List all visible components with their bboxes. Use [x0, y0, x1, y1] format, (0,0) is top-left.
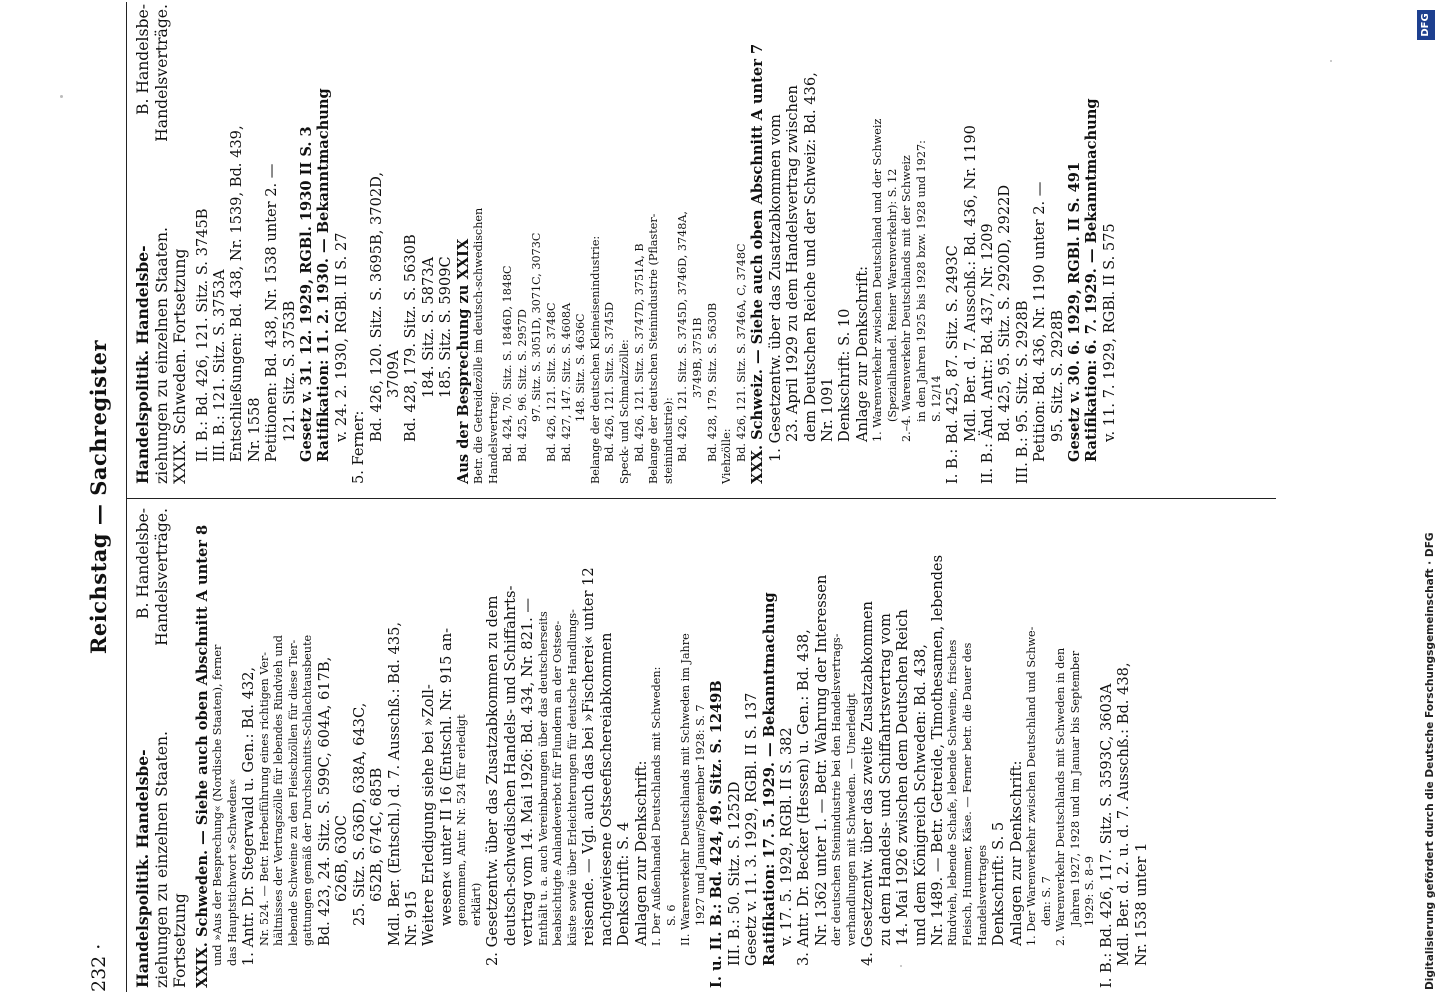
index-entry-line: Bd. 426, 121. Sitz. S. 3746A, C, 3748C — [734, 243, 748, 462]
index-entry-line: Enthält u. a. auch Vereinbarungen über das deutscherseits — [536, 611, 550, 946]
index-entry-line: 121. Sitz. S. 3753B — [280, 300, 298, 442]
index-entry-line: Mdl. Ber. (Entschl.) d. 7. Ausschß.: Bd. 435, — [385, 621, 403, 946]
index-entry-line: 626B, 630C — [333, 815, 351, 902]
index-entry-line: Ratifikation: 17. 5. 1929. — Bekanntmachung — [760, 592, 778, 966]
index-entry-line: Gesetz v. 30. 6. 1929, RGBl. II S. 491 — [1065, 161, 1083, 462]
index-entry-line: (Spezialhandel. Reiner Warenverkehr): S. 12 — [885, 168, 899, 422]
index-entry-line: 1. Warenverkehr zwischen Deutschland und der Schweiz — [871, 118, 885, 442]
column-divider — [126, 498, 1276, 499]
index-entry-line: 1. Der Warenverkehr zwischen Deutschland und Schwe- — [1024, 626, 1038, 946]
index-entry-line: 25. Sitz. S. 636D, 638A, 643C, — [350, 702, 368, 926]
side-credit-strip — [1419, 12, 1441, 992]
index-entry-line: gattungen gemäß der Durchschnitts-Schlachtausbeute — [301, 634, 315, 946]
rotated-page — [82, 2, 1302, 992]
index-entry-line: Nr. 1489. — Betr. Getreide, Timothesamen, lebendes — [928, 554, 946, 946]
dfg-logo-text: DFG — [1420, 13, 1431, 37]
index-entry-line: Bd. 423, 24. Sitz. S. 599C, 604A, 617B, — [315, 656, 333, 946]
heading-line: ziehungen zu einzelnen Staaten. — [152, 227, 171, 484]
heading-line: Handelspolitik. Handelsbe- — [133, 749, 152, 988]
index-entry-line: Anlagen zur Denkschrift: — [1007, 760, 1025, 946]
index-entry-line: 23. April 1929 zu dem Handelsvertrag zwischen — [784, 85, 802, 442]
index-entry-line: I. u. II. B.: Bd. 424, 49. Sitz. S. 1249B — [708, 680, 726, 988]
left-column-heading — [134, 508, 190, 988]
index-entry-line: Bd. 426, 121. Sitz. S. 3748C — [544, 302, 558, 462]
index-entry-line: Nr. 915 — [402, 890, 420, 946]
heading-right-line: Handelsverträge. — [152, 508, 171, 646]
index-entry-line: 3. Antr. Dr. Becker (Hessen) u. Gen.: Bd. 438, — [795, 629, 813, 966]
index-entry-line: XXIX. Schweden. — Siehe auch oben Abschnitt A unter 8 — [193, 524, 211, 988]
index-entry-line: XXX. Schweiz. — Siehe auch oben Abschnitt A unter 7 — [749, 43, 767, 484]
index-entry-line: 4. Gesetzentw. über das zweite Zusatzabkommen — [859, 601, 877, 966]
index-entry-line: Gesetz v. 11. 3. 1929, RGBl. II S. 137 — [743, 692, 761, 966]
heading-right-line: B. Handelsbe- — [134, 4, 152, 115]
index-entry-line: v. 17. 5. 1929, RGBl. II S. 382 — [777, 727, 795, 946]
page-number: 232 · — [88, 943, 110, 992]
index-entry-line: Bd. 428, 179. Sitz. S. 5630B — [402, 234, 420, 442]
index-entry-line: Ratifikation: 6. 7. 1929. — Bekanntmachung — [1083, 98, 1101, 462]
index-entry-line: Denkschrift: S. 5 — [990, 821, 1008, 946]
index-entry-line: 2. Warenverkehr Deutschlands mit Schweden in den — [1054, 647, 1068, 946]
index-entry-line: Bd. 427, 147. Sitz. S. 4608A — [559, 302, 573, 462]
index-entry-line: S. 6 — [664, 904, 678, 926]
right-entries — [194, 4, 1119, 484]
index-entry-line: Nr. 1091 — [818, 377, 836, 442]
index-entry-line: erklärt) — [469, 882, 483, 926]
index-entry-line: in den Jahren 1925 bis 1928 bzw. 1928 und 1927: — [914, 140, 928, 422]
index-entry-line: III. B.: 95. Sitz. S. 2928B — [1013, 300, 1031, 484]
heading-right-line: B. Handelsbe- — [134, 508, 152, 619]
index-entry-line: 148. Sitz. S. 4636C — [574, 313, 588, 422]
index-entry-line: Petitionen: Bd. 438, Nr. 1538 unter 2. — — [263, 163, 281, 462]
index-entry-line: den: S. 7 — [1039, 876, 1053, 926]
index-entry-line: Anlagen zur Denkschrift: — [632, 760, 650, 946]
index-entry-line: 2. Gesetzentw. über das Zusatzabkommen zu dem — [484, 595, 502, 966]
index-entry-line: II. Warenverkehr Deutschlands mit Schweden im Jahre — [679, 633, 693, 946]
index-entry-line: I. Der Außenhandel Deutschlands mit Schweden: — [649, 666, 663, 946]
index-entry-line: Bd. 426, 121. Sitz. S. 3747D, 3751A, B — [632, 243, 646, 462]
index-entry-line: Ratifikation: 11. 2. 1930. — Bekanntmachung — [315, 88, 333, 462]
page-header — [82, 2, 122, 992]
index-entry-line: und »Aus der Besprechung« (Nordische Staaten), ferner — [210, 644, 224, 966]
index-entry-line: III. B.: 50. Sitz. S. 1252D — [725, 781, 743, 966]
index-entry-line: 95. Sitz. S. 2928B — [1048, 310, 1066, 442]
index-entry-line: Bd. 426, 121. Sitz. S. 3745D — [603, 302, 617, 462]
index-entry-line: Bd. 426, 120. Sitz. S. 3695B, 3702D, — [367, 172, 385, 442]
index-entry-line: 185. Sitz. S. 5909C — [437, 256, 455, 398]
index-entry-line: 1929: S. 8–9 — [1083, 855, 1097, 926]
index-entry-line: deutsch-schwedischen Handels- und Schiffahrts- — [501, 585, 519, 946]
index-entry-line: reisende. — Vgl. auch das bei »Fischerei« unter 12 — [580, 567, 598, 946]
index-entry-line: S. 12/14 — [929, 375, 943, 422]
index-entry-line: I. B.: Bd. 425, 87. Sitz. S. 2493C — [944, 245, 962, 484]
index-entry-line: Belange der deutschen Steinindustrie (Pflaster- — [647, 213, 661, 484]
index-entry-line: genommen, Antr. Nr. 524 für erledigt — [455, 714, 469, 926]
index-entry-line: zu dem Handels- und Schiffahrtsvertrag vom — [876, 613, 894, 946]
index-entry-line: II. B.: Änd. Antr.: Bd. 437, Nr. 1209 — [978, 223, 996, 484]
index-entry-line: 97. Sitz. S. 3051D, 3071C, 3073C — [530, 232, 544, 422]
index-entry-line: steinindustrie): — [661, 397, 675, 484]
index-entry-line: Anlage zur Denkschrift: — [853, 265, 871, 442]
dfg-credit: Digitalisierung gefördert durch die Deutsche Forschungsgemeinschaft · DFG — [1424, 532, 1436, 990]
dfg-logo — [1417, 10, 1435, 40]
index-entry-line: küste sowie über Erleichterungen für deutsche Handlungs- — [565, 609, 579, 946]
index-entry-line: Nr. 524. — Betr. Herbeiführung eines richtigen Ver- — [257, 651, 271, 946]
index-entry-line: 3709A — [384, 350, 402, 398]
index-entry-line: Gesetz v. 31. 12. 1929, RGBl. 1930 II S. 3 — [297, 126, 315, 462]
left-column — [134, 508, 1150, 988]
index-entry-line: Aus der Besprechung zu XXIX — [454, 238, 472, 484]
index-entry-line: Bd. 425, 95. Sitz. S. 2920D, 2922D — [996, 184, 1014, 442]
index-entry-line: Bd. 428, 179. Sitz. S. 5630B — [705, 302, 719, 462]
index-entry-line: v. 11. 7. 1929, RGBl. II S. 575 — [1100, 223, 1118, 442]
index-entry-line: hältnisses der Vertragszölle für lebendes Rindvieh und — [272, 635, 286, 946]
index-entry-line: Viehzölle: — [720, 428, 734, 484]
index-entry-line: der deutschen Steinindustrie bei den Handelsvertrags- — [830, 633, 844, 946]
index-entry-line: 14. Mai 1926 zwischen dem Deutschen Reich — [894, 609, 912, 946]
index-entry-line: beabsichtigte Anlandeverbot für Flundern an der Ostsee- — [551, 620, 565, 946]
index-entry-line: Petition: Bd. 436, Nr. 1190 unter 2. — — [1031, 181, 1049, 462]
running-title: Reichstag — Sachregister — [86, 339, 111, 655]
heading-line: ziehungen zu einzelnen Staaten. — [152, 731, 171, 988]
index-entry-line: Nr. 1538 unter 1 — [1132, 842, 1150, 966]
index-entry-line: 1927 und Januar/September 1928: S. 7 — [693, 704, 707, 926]
index-entry-line: dem Deutschen Reiche und der Schweiz: Bd. 436, — [801, 72, 819, 442]
left-entries — [194, 508, 1151, 988]
index-entry-line: 2.–4. Warenverkehr Deutschlands mit der Schweiz — [900, 155, 914, 442]
index-entry-line: Bd. 425, 96. Sitz. S. 2957D — [515, 309, 529, 462]
index-entry-line: 1. Antr. Dr. Stegerwald u. Gen.: Bd. 432, — [240, 666, 258, 966]
index-entry-line: lebende Schweine zu den Fleischzöllen für diese Tier- — [286, 639, 300, 946]
heading-line: Handelspolitik. Handelsbe- — [133, 245, 152, 484]
index-entry-line: II. B.: Bd. 426, 121. Sitz. S. 3745B — [193, 208, 211, 462]
index-entry-line: Weitere Erledigung siehe bei »Zoll- — [420, 684, 438, 946]
index-entry-line: 652B, 674C, 685B — [368, 767, 386, 902]
index-entry-line: Betr. die Getreidezölle im deutsch-schwedischen — [472, 207, 485, 484]
index-entry-line: Nr. 1362 unter 1. — Betr. Wahrung der Interessen — [812, 574, 830, 946]
index-entry-line: Mdl. Ber. d. 2. u. d. 7. Ausschß.: Bd. 438, — [1115, 662, 1133, 966]
index-entry-line: Nr. 1558 — [245, 397, 263, 462]
index-entry-line: Bd. 426, 121. Sitz. S. 3745D, 3746D, 3748A, — [676, 211, 690, 462]
index-entry-line: Entschließungen: Bd. 438, Nr. 1539, Bd. 439, — [228, 125, 246, 462]
index-entry-line: Denkschrift: S. 10 — [836, 308, 854, 442]
index-entry-line: und dem Königreich Schweden: Bd. 438, — [911, 644, 929, 946]
index-entry-line: Bd. 424, 70. Sitz. S. 1846D, 1848C — [501, 265, 515, 462]
index-entry-line: Fleisch, Hummer, Käse. — Ferner betr. die Dauer des — [960, 642, 974, 946]
right-column-heading — [134, 4, 190, 484]
heading-right-line: Handelsverträge. — [152, 4, 171, 142]
heading-line: XXIX. Schweden. Fortsetzung — [171, 248, 189, 484]
index-entry-line: Speck- und Schmalzzölle: — [617, 339, 631, 484]
index-entry-line: Denkschrift: S. 4 — [615, 821, 633, 946]
index-entry-line: Belange der deutschen Kleineisenindustrie: — [588, 235, 602, 484]
index-entry-line: nachgewiesene Ostseefischereiabkommen — [597, 632, 615, 946]
index-entry-line: Handelsvertrages — [975, 844, 989, 946]
header-rule — [126, 2, 127, 992]
index-entry-line: 3749B, 3751B — [690, 317, 704, 398]
heading-line: Fortsetzung — [171, 893, 189, 988]
index-entry-line: 1. Gesetzentw. über das Zusatzabkommen vom — [766, 114, 784, 462]
index-entry-line: v. 24. 2. 1930, RGBl. II S. 27 — [332, 232, 350, 442]
index-entry-line: I. B.: Bd. 426, 117. Sitz. S. 3593C, 3603A — [1097, 683, 1115, 988]
index-entry-line: III. B.: 121. Sitz. S. 3753A — [210, 269, 228, 462]
index-entry-line: Jahren 1927, 1928 und im Januar bis September — [1068, 650, 1082, 926]
index-entry-line: Rindvieh, lebende Schafe, lebende Schweine, frisches — [946, 639, 960, 946]
index-entry-line: vertrag vom 14. Mai 1926: Bd. 434, Nr. 821. — — [519, 597, 537, 946]
right-column — [134, 4, 1118, 484]
index-entry-line: verhandlungen mit Schweden. — Unerledigt — [844, 693, 858, 946]
index-entry-line: 5. Ferner: — [350, 410, 368, 484]
index-entry-line: Handelsvertrag: — [486, 391, 500, 484]
index-entry-line: 184. Sitz. S. 5873A — [419, 256, 437, 398]
index-entry-line: das Hauptstichwort »Schweden« — [225, 778, 239, 966]
index-entry-line: Mdl. Ber. d. 7. Ausschß.: Bd. 436, Nr. 1190 — [961, 125, 979, 442]
index-entry-line: wesen« unter II 16 (Entschl. Nr. 915 an- — [437, 627, 455, 926]
